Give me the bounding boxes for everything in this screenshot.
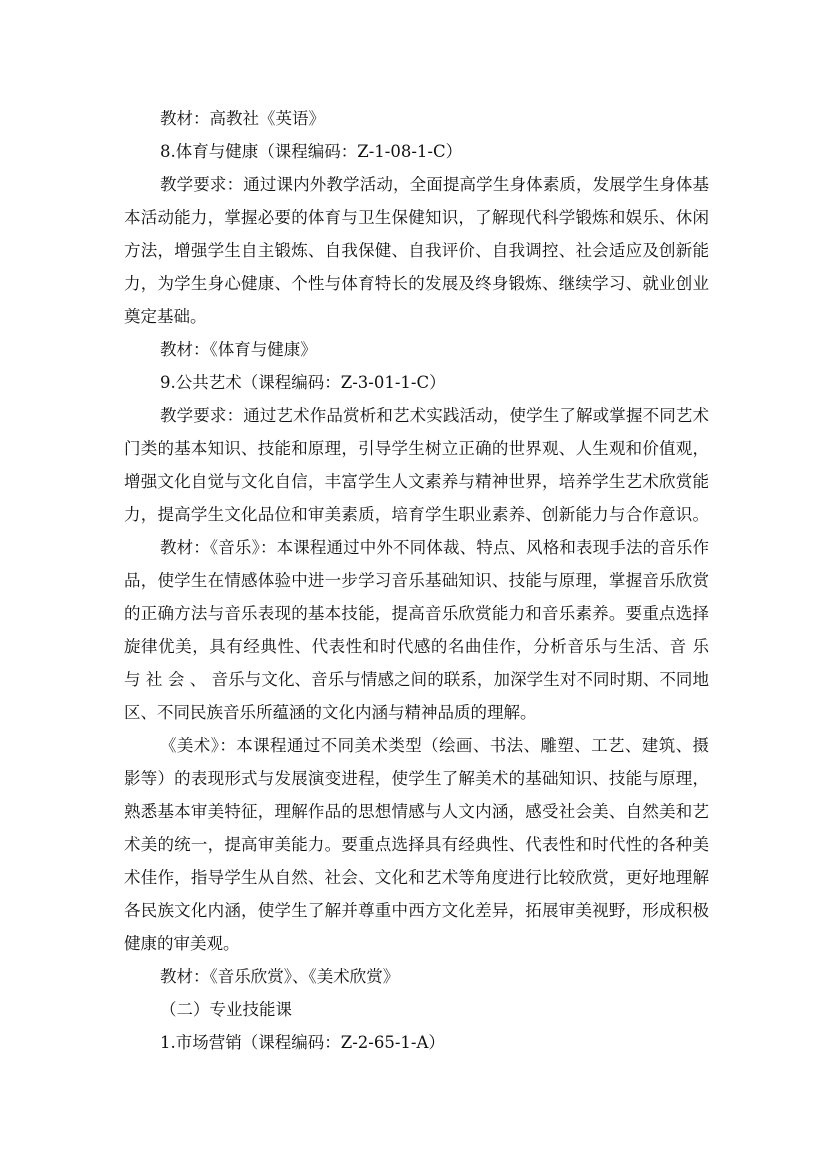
- section-heading-professional-skills: （二）专业技能课: [160, 1000, 292, 1019]
- paragraph-line: 教学要求：通过艺术作品赏析和艺术实践活动，使学生了解或掌握不同艺术: [160, 406, 709, 425]
- paragraph-line: 教材：《音乐》：本课程通过中外不同体裁、特点、风格和表现手法的音乐作: [160, 538, 709, 557]
- paragraph-line: 本活动能力，掌握必要的体育与卫生保健知识，了解现代科学锻炼和娱乐、休闲: [124, 208, 709, 227]
- course-heading-art: 9.公共艺术（课程编码：Z-3-01-1-C）: [160, 373, 446, 392]
- paragraph-line: 品，使学生在情感体验中进一步学习音乐基础知识、技能与原理，掌握音乐欣赏: [124, 571, 709, 590]
- paragraph-line: 教学要求：通过课内外教学活动，全面提高学生身体素质，发展学生身体基: [160, 175, 709, 194]
- paragraph-line: 术美的统一，提高审美能力。要重点选择具有经典性、代表性和时代性的各种美: [124, 835, 709, 854]
- paragraph-line: 方法，增强学生自主锻炼、自我保健、自我评价、自我调控、社会适应及创新能: [124, 241, 709, 260]
- paragraph-line: 与 社 会 、 音乐与文化、音乐与情感之间的联系，加深学生对不同时期、不同地: [124, 670, 709, 689]
- paragraph-line: 术佳作，指导学生从自然、社会、文化和艺术等角度进行比较欣赏，更好地理解: [124, 868, 709, 887]
- textbook-line-art: 教材：《音乐欣赏》、《美术欣赏》: [160, 967, 400, 986]
- paragraph-line: 熟悉基本审美特征，理解作品的思想情感与人文内涵，感受社会美、自然美和艺: [124, 802, 709, 821]
- paragraph-line: 《美术》：本课程通过不同美术类型（绘画、书法、雕塑、工艺、建筑、摄: [160, 736, 709, 755]
- paragraph-line: 奠定基础。: [124, 307, 207, 326]
- paragraph-line: 力，提高学生文化品位和审美素质，培育学生职业素养、创新能力与合作意识。: [124, 505, 709, 524]
- paragraph-line: 的正确方法与音乐表现的基本技能，提高音乐欣赏能力和音乐素养。要重点选择: [124, 604, 709, 623]
- paragraph-line: 旋律优美，具有经典性、代表性和时代感的名曲佳作，分析音乐与生活、音 乐: [124, 637, 709, 656]
- paragraph-line: 健康的审美观。: [124, 934, 240, 953]
- paragraph-line: 增强文化自觉与文化自信，丰富学生人文素养与精神世界，培养学生艺术欣赏能: [124, 472, 709, 491]
- paragraph-line: 门类的基本知识、技能和原理，引导学生树立正确的世界观、人生观和价值观，: [124, 439, 709, 458]
- textbook-line-pe: 教材：《体育与健康》: [160, 340, 317, 359]
- course-heading-marketing: 1.市场营销（课程编码：Z-2-65-1-A）: [160, 1033, 445, 1052]
- paragraph-line: 力，为学生身心健康、个性与体育特长的发展及终身锻炼、继续学习、就业创业: [124, 274, 709, 293]
- paragraph-line: 各民族文化内涵，使学生了解并尊重中西方文化差异，拓展审美视野，形成积极: [124, 901, 709, 920]
- paragraph-line: 区、不同民族音乐所蕴涵的文化内涵与精神品质的理解。: [124, 703, 537, 722]
- course-heading-pe: 8.体育与健康（课程编码：Z-1-08-1-C）: [160, 142, 463, 161]
- textbook-line-english: 教材：高教社《英语》: [160, 109, 325, 128]
- paragraph-line: 影等）的表现形式与发展演变进程，使学生了解美术的基础知识、技能与原理，: [124, 769, 709, 788]
